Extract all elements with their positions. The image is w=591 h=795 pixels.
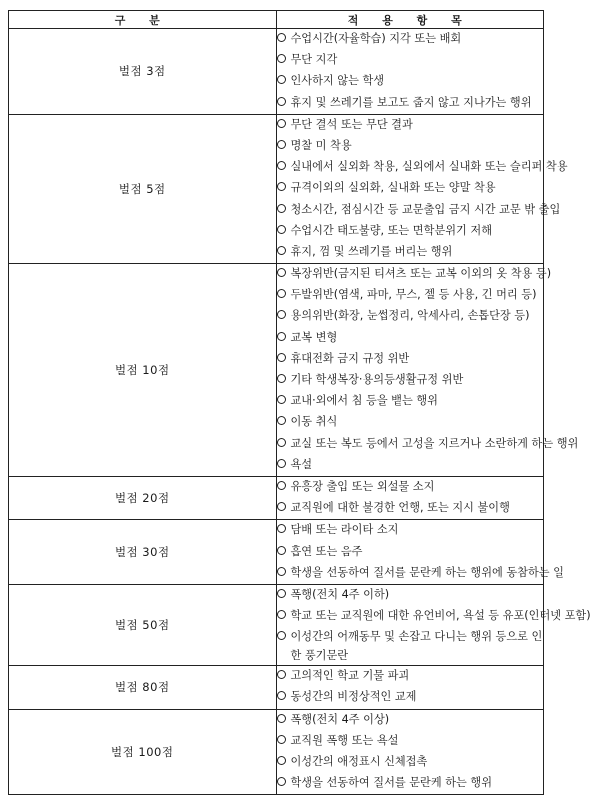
circle-bullet-icon — [277, 395, 286, 404]
circle-bullet-icon — [277, 546, 286, 555]
list-item — [277, 606, 591, 627]
circle-bullet-icon — [277, 589, 286, 598]
penalty-items-cell — [276, 520, 564, 585]
penalty-category: 벌점 30점 — [9, 520, 277, 585]
circle-bullet-icon — [277, 481, 286, 490]
item-text: 폭행(전치 4주 이상) — [290, 712, 390, 726]
circle-bullet-icon — [277, 610, 286, 619]
table-row — [9, 29, 544, 115]
penalty-items-cell — [276, 666, 544, 709]
list-item — [277, 115, 544, 136]
table-row — [9, 264, 544, 477]
list-item — [277, 434, 579, 455]
circle-bullet-icon — [277, 289, 286, 298]
table-row — [9, 114, 544, 263]
item-text: 학생을 선동하여 질서를 문란케 하는 행위에 동참하는 일 — [290, 565, 564, 579]
circle-bullet-icon — [277, 75, 286, 84]
circle-bullet-icon — [277, 670, 286, 679]
circle-bullet-icon — [277, 691, 286, 700]
circle-bullet-icon — [277, 332, 286, 341]
penalty-category: 벌점 20점 — [9, 476, 277, 519]
item-text: 이성간의 애정표시 신체접촉 — [290, 755, 428, 768]
list-item — [277, 731, 544, 752]
list-item — [277, 242, 544, 263]
penalty-items-cell — [276, 709, 544, 795]
penalty-items-cell — [276, 264, 579, 477]
list-item — [277, 710, 544, 731]
penalty-items-cell — [276, 114, 568, 263]
list-item — [277, 200, 561, 221]
item-text: 흡연 또는 음주 — [290, 544, 363, 558]
item-text: 규격이외의 실외화, 실내화 또는 양말 착용 — [290, 181, 496, 195]
circle-bullet-icon — [277, 268, 286, 277]
penalty-category: 벌점 3점 — [9, 29, 277, 115]
item-text: 교복 변형 — [290, 330, 338, 344]
item-text: 유흥장 출입 또는 외설물 소지 — [290, 479, 435, 493]
circle-bullet-icon — [277, 54, 286, 63]
circle-bullet-icon — [277, 182, 286, 191]
table-row — [9, 709, 544, 795]
list-item — [277, 136, 544, 157]
list-item — [277, 412, 544, 433]
item-text: 수업시간 태도불량, 또는 면학분위기 저해 — [290, 223, 493, 237]
circle-bullet-icon — [277, 161, 286, 170]
list-item — [277, 585, 544, 606]
circle-bullet-icon — [277, 225, 286, 234]
header-items: 적 용 항 목 — [276, 11, 544, 29]
item-text: 복장위반(금지된 티셔츠 또는 교복 이외의 옷 착용 등) — [290, 267, 552, 281]
table-row — [9, 666, 544, 709]
item-text: 무단 지각 — [290, 53, 338, 67]
circle-bullet-icon — [277, 246, 286, 255]
item-text: 교실 또는 복도 등에서 고성을 지르거나 소란하게 하는 행위 — [290, 436, 579, 450]
list-item — [277, 666, 544, 687]
item-text: 이동 취식 — [290, 415, 338, 429]
item-text: 교내·외에서 침 등을 뱉는 행위 — [290, 394, 438, 408]
item-text: 휴지, 껌 및 쓰레기를 버리는 행위 — [290, 244, 453, 258]
penalty-category: 벌점 50점 — [9, 584, 277, 665]
list-item — [277, 50, 544, 71]
item-text: 휴지 및 쓰레기를 보고도 줍지 않고 지나가는 행위 — [290, 95, 532, 109]
circle-bullet-icon — [277, 567, 286, 576]
circle-bullet-icon — [277, 777, 286, 786]
item-text: 고의적인 학교 기물 파괴 — [290, 669, 410, 683]
item-text: 교직원 폭행 또는 욕설 — [290, 733, 399, 747]
list-item — [277, 264, 552, 285]
item-text: 용의위반(화장, 눈썹정리, 악세사리, 손톱단장 등) — [290, 309, 530, 323]
penalty-category: 벌점 80점 — [9, 666, 277, 709]
item-text: 기타 학생복장·용의등생활규정 위반 — [290, 373, 464, 386]
circle-bullet-icon — [277, 374, 286, 383]
circle-bullet-icon — [277, 33, 286, 42]
item-text: 이성간의 어깨동무 및 손잡고 다니는 행위 등으로 인한 풍기문란 — [290, 630, 543, 663]
table-row — [9, 520, 544, 585]
list-item — [277, 752, 544, 773]
list-item — [277, 391, 544, 412]
penalty-category: 벌점 10점 — [9, 264, 277, 477]
item-text: 청소시간, 점심시간 등 교문출입 금지 시간 교문 밖 출입 — [290, 202, 561, 216]
circle-bullet-icon — [277, 310, 286, 319]
table-header-row — [9, 11, 544, 29]
list-item — [277, 349, 544, 370]
penalty-items-cell — [276, 29, 544, 115]
list-item — [277, 687, 544, 708]
circle-bullet-icon — [277, 416, 286, 425]
item-text: 학생을 선동하여 질서를 문란케 하는 행위 — [290, 776, 493, 790]
list-item — [277, 93, 544, 114]
circle-bullet-icon — [277, 459, 286, 468]
item-text: 욕설 — [290, 457, 313, 471]
list-item — [277, 29, 544, 50]
list-item — [277, 285, 544, 306]
list-item — [277, 370, 544, 391]
penalty-points-table — [8, 10, 591, 795]
list-item — [277, 71, 544, 92]
circle-bullet-icon — [277, 204, 286, 213]
item-text: 실내에서 실외화 착용, 실외에서 실내화 또는 슬리퍼 착용 — [290, 160, 568, 174]
circle-bullet-icon — [277, 524, 286, 533]
circle-bullet-icon — [277, 502, 286, 511]
circle-bullet-icon — [277, 97, 286, 106]
item-text: 휴대전화 금지 규정 위반 — [290, 351, 410, 365]
circle-bullet-icon — [277, 119, 286, 128]
circle-bullet-icon — [277, 140, 286, 149]
item-text: 수업시간(자율학습) 지각 또는 배회 — [290, 32, 462, 45]
item-text: 무단 결석 또는 무단 결과 — [290, 117, 413, 131]
circle-bullet-icon — [277, 714, 286, 723]
item-text: 교직원에 대한 불경한 언행, 또는 지시 불이행 — [290, 501, 510, 515]
table-body — [9, 29, 591, 795]
item-text: 담배 또는 라이타 소지 — [290, 523, 399, 537]
circle-bullet-icon — [277, 353, 286, 362]
list-item — [277, 773, 544, 794]
list-item — [277, 306, 544, 327]
list-item — [277, 477, 544, 498]
circle-bullet-icon — [277, 438, 286, 447]
list-item — [277, 178, 544, 199]
list-item — [277, 498, 544, 519]
list-item — [277, 563, 564, 584]
table-row — [9, 584, 544, 665]
list-item — [277, 520, 544, 541]
header-category: 구 분 — [9, 11, 277, 29]
circle-bullet-icon — [277, 631, 286, 640]
item-text: 동성간의 비정상적인 교제 — [290, 690, 417, 704]
list-item — [277, 627, 544, 665]
penalty-category: 벌점 100점 — [9, 709, 277, 795]
penalty-items-cell — [276, 584, 591, 665]
item-text: 학교 또는 교직원에 대한 유언비어, 욕설 등 유포(인터넷 포함) — [290, 609, 591, 623]
item-text: 폭행(전치 4주 이하) — [290, 587, 390, 601]
item-text: 인사하지 않는 학생 — [290, 74, 385, 88]
table-row — [9, 476, 544, 519]
item-text: 두발위반(염색, 파마, 무스, 젤 등 사용, 긴 머리 등) — [290, 288, 537, 302]
circle-bullet-icon — [277, 735, 286, 744]
penalty-items-cell — [276, 476, 544, 519]
item-text: 명찰 미 착용 — [290, 138, 352, 152]
list-item — [277, 328, 544, 349]
penalty-category: 벌점 5점 — [9, 114, 277, 263]
list-item — [277, 455, 544, 476]
circle-bullet-icon — [277, 756, 286, 765]
list-item — [277, 542, 544, 563]
list-item — [277, 221, 544, 242]
list-item — [277, 157, 568, 178]
